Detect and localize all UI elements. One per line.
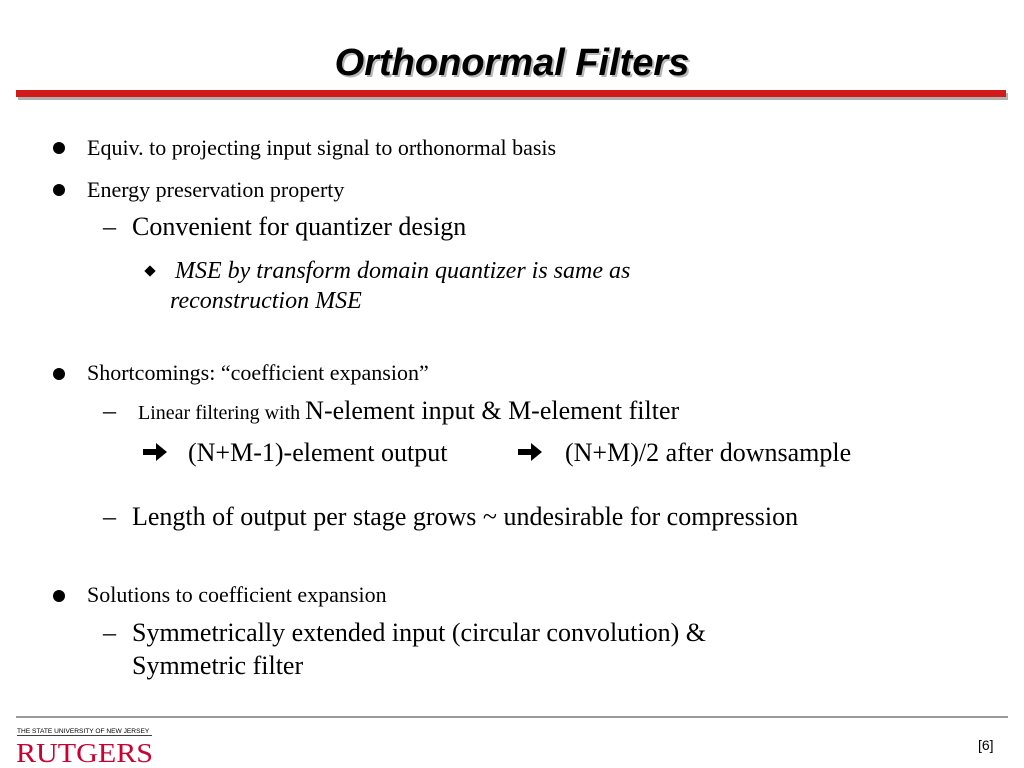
downsample-length-text: (N+M)/2 after downsample (565, 438, 852, 467)
bullet-dot-icon (53, 368, 65, 380)
linear-filtering-prefix: Linear filtering with (138, 402, 306, 424)
right-arrow-icon (142, 442, 168, 462)
bullet-dot-icon (53, 142, 65, 154)
page-number: [6] (978, 737, 994, 753)
right-arrow-icon (517, 442, 543, 462)
bullet-projection: Equiv. to projecting input signal to orthonormal basis (87, 135, 557, 160)
linear-filtering-elements: N-element input & M-element filter (305, 396, 680, 425)
output-length-text: (N+M-1)-element output (188, 438, 448, 467)
mse-line-1: MSE by transform domain quantizer is same as (175, 258, 631, 284)
bullet-solutions: Solutions to coefficient expansion (87, 582, 387, 607)
sub-linear-filtering (138, 396, 679, 428)
dash-marker: – (103, 618, 116, 647)
footer-divider (16, 716, 1008, 718)
title-divider (16, 90, 1006, 97)
logo-wordmark: RUTGERS (16, 738, 153, 765)
diamond-bullet-icon (144, 265, 155, 276)
bullet-dot-icon (53, 184, 65, 196)
bullet-energy-preservation: Energy preservation property (87, 177, 345, 202)
sub-quantizer-design: Convenient for quantizer design (132, 212, 467, 241)
dash-marker: – (103, 212, 116, 241)
dash-marker: – (103, 396, 116, 425)
bullet-shortcomings: Shortcomings: “coefficient expansion” (87, 360, 429, 385)
mse-line-2: reconstruction MSE (170, 288, 362, 314)
rutgers-logo (16, 725, 156, 765)
dash-marker: – (103, 502, 116, 531)
logo-caption: THE STATE UNIVERSITY OF NEW JERSEY (17, 728, 150, 735)
symmetric-extension-line-1: Symmetrically extended input (circular convolution) & (132, 618, 707, 647)
sub-output-length-growth: Length of output per stage grows ~ undesirable for compression (132, 502, 799, 531)
slide-title: Orthonormal Filters (334, 42, 690, 84)
bullet-dot-icon (53, 590, 65, 602)
symmetric-extension-line-2: Symmetric filter (132, 651, 304, 680)
